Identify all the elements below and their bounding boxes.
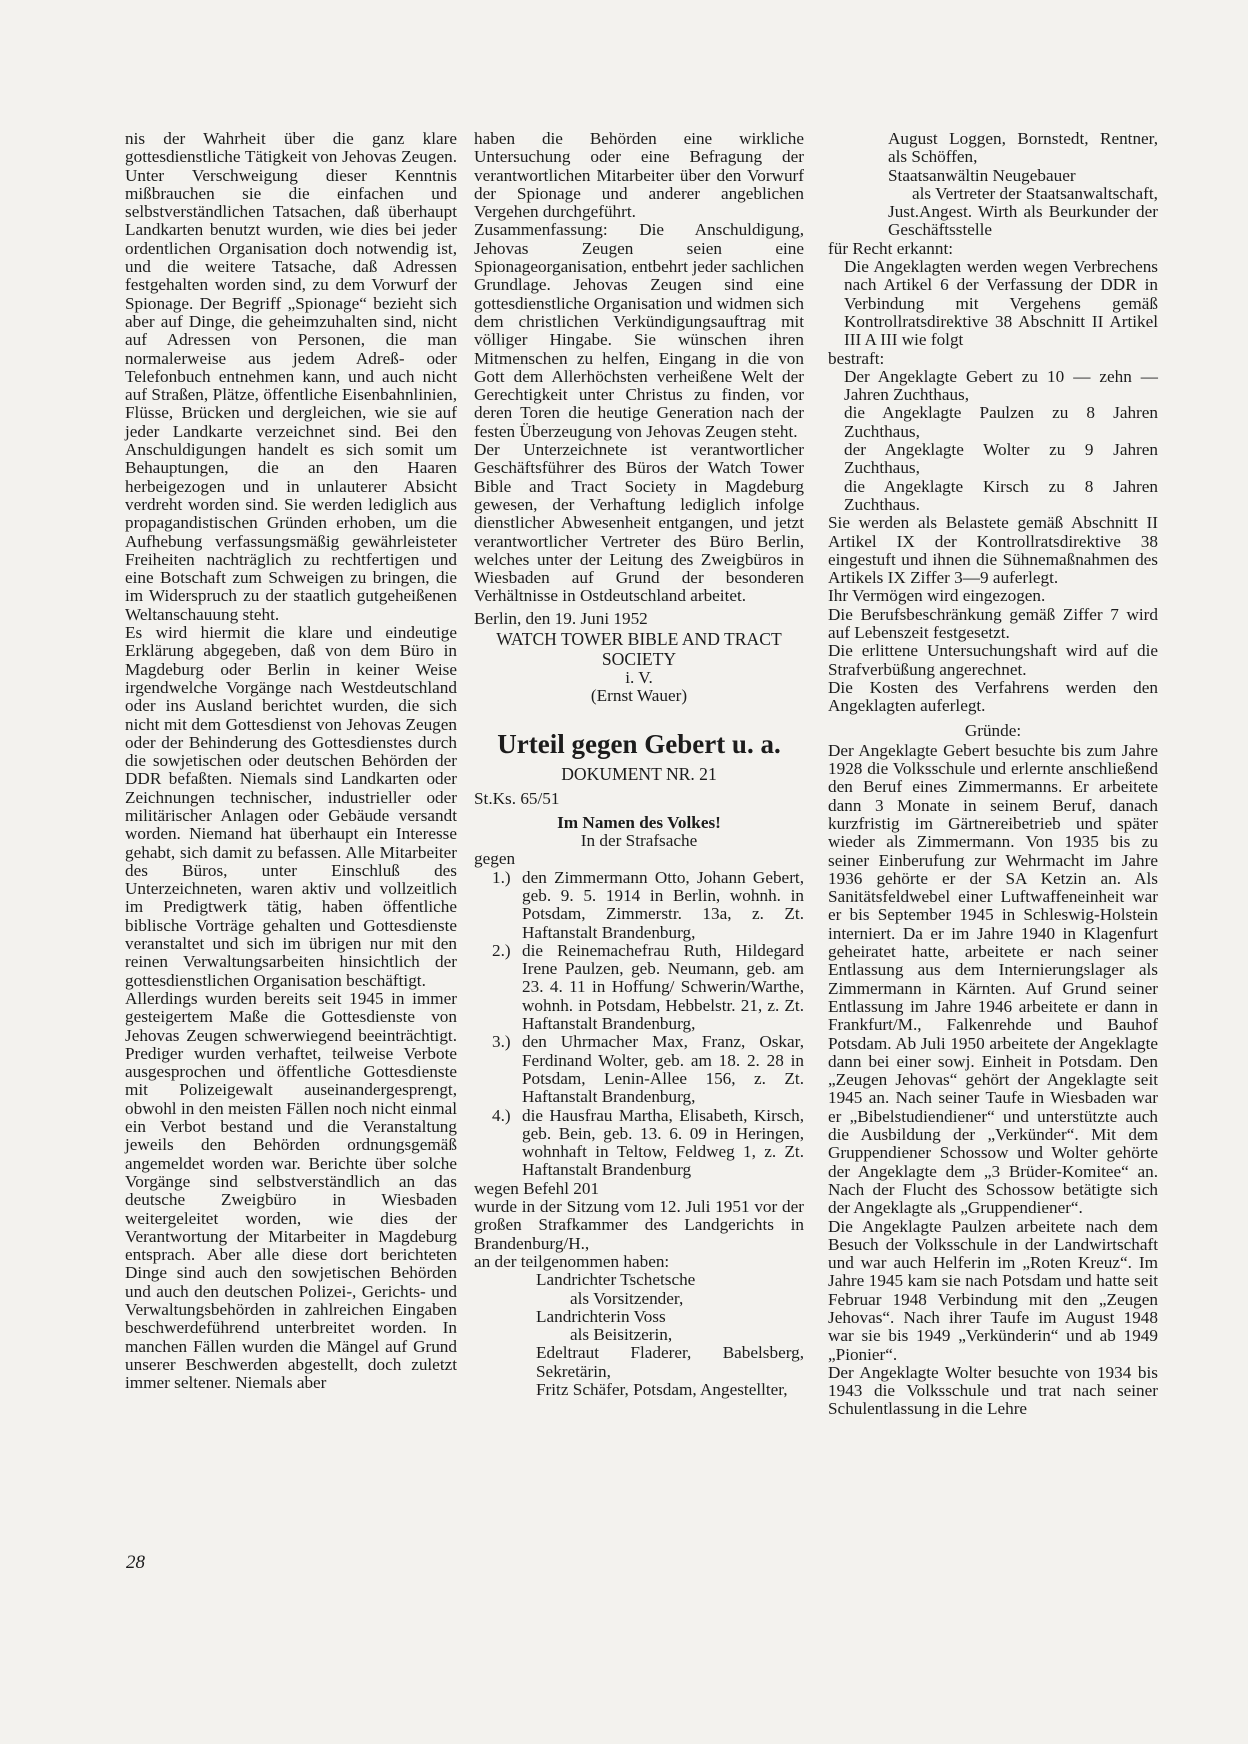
list-number: 2.) — [492, 940, 511, 960]
column-right — [828, 130, 1158, 1419]
document-number: DOKUMENT NR. 21 — [561, 764, 717, 785]
court-member-role: als Vertreter der Staatsanwaltschaft, — [912, 183, 1158, 203]
signature-organization-line2: SOCIETY — [601, 649, 677, 670]
accused-text: den Uhrmacher Max, Franz, Oskar, Ferdinand Wolter, geb. am 18. 2. 28 in Potsdam, Lenin-Allee 156, z. Zt. Haftanstalt Brandenburg, — [522, 1032, 804, 1107]
sentence: die Angeklagte Kirsch zu 8 Jahren Zuchthaus. — [844, 476, 1158, 514]
judgment-label: für Recht erkannt: — [828, 238, 954, 258]
signature-organization: WATCH TOWER BIBLE AND TRACT — [496, 629, 782, 650]
accused-list — [474, 869, 804, 1180]
list-item — [474, 1107, 804, 1180]
reasons-heading: Gründe: — [964, 720, 1022, 740]
paragraph: Die erlittene Untersuchungshaft wird auf die Strafverbüßung angerechnet. — [828, 641, 1158, 679]
court-member: August Loggen, Bornstedt, Rentner, als Schöffen, — [888, 129, 1158, 167]
paragraph: Der Unterzeichnete ist verantwortlicher Geschäftsführer des Büros der Watch Tower Bible and Tract Society in Magdeburg gewesen, der Verhaftung lediglich infolge dienstlicher Abwesenheit entgangen, und jetzt verantwortlicher Vertreter des Büro Berlin, welches unter der Leitung des Zweigbüros in Wiesbaden auf Grund der besonderen Verhältnisse in Ostdeutschland arbeitet. — [474, 440, 804, 606]
list-number: 4.) — [492, 1105, 511, 1125]
sentence: Der Angeklagte Gebert zu 10 — zehn — Jahren Zuchthaus, — [844, 366, 1158, 405]
court-member: Edeltraut Fladerer, Babelsberg, Sekretärin, — [536, 1343, 804, 1381]
court-member-role: als Vorsitzender, — [570, 1288, 684, 1308]
court-member: Just.Angest. Wirth als Beurkunder der Geschäftsstelle — [888, 202, 1158, 240]
paragraph: Die Berufsbeschränkung gemäß Ziffer 7 wird auf Lebenszeit festgesetzt. — [828, 604, 1158, 643]
paragraph: Es wird hiermit die klare und eindeutige Erklärung abgegeben, daß von dem Büro in Magdeburg oder Berlin in keiner Weise irgendwelche Vorgänge nach Westdeutschland oder ins Ausland berichtet wurden, die sich nicht mit dem Gottesdienst von Jehovas Zeugen oder der Behinderung des Gottesdienstes durch die sowjetischen oder deutschen Behörden der DDR befaßten. Niemals sind Landkarten oder Zeichnungen technischer, industrieller oder militärischer Anlagen oder Gebäude versandt worden. Niemand hat überhaupt ein Interesse gehabt, sich damit zu befassen. Alle Mitarbeiter des Büros, unter Einschluß des Unterzeichneten, waren aktiv und vollzeitlich im Predigtwerk tätig, haben öffentliche biblische Vorträge gehalten und Gottesdienste veranstaltet und sich im übrigen nur mit den reinen Verwaltungsarbeiten hinsichtlich der gottesdienstlichen Organisation beschäftigt. — [125, 623, 457, 990]
paragraph: Der Angeklagte Gebert besuchte bis zum Jahre 1928 die Volksschule und erlernte anschließend den Beruf eines Zimmermanns. Er arbeitete dann 3 Monate in seinem Beruf, danach kurzfristig im Gärtnereibetrieb und später wieder als Zimmermann. Von 1935 bis zu seiner Einberufung zur Wehrmacht im Jahre 1936 gehörte er der SA Ketzin an. Als Sanitätsfeldwebel einer Luftwaffeneinheit war er bis September 1945 in Schleswig-Holstein interniert. Da er im Jahre 1940 in Klagenfurt geheiratet hatte, arbeitete er nach seiner Entlassung aus dem Internierungslager als Zimmermann in Kärnten. Auf Grund seiner Entlassung im Jahre 1946 arbeitete er dann in Frankfurt/M., Falkenrehde und Bauhof Potsdam. Ab Juli 1950 arbeitete der Angeklagte dann bei einer sowj. Einheit in Potsdam. Den „Zeugen Jehovas“ gehört der Angeklagte seit 1945 an. Nach seiner Taufe in Wiesbaden war er „Bibelstudiendiener“ und unterstützte auch die Ausbildung der „Verkünder“. Mit dem Gruppendiener Schossow und Wolter gehörte der Angeklagte dem „3 Brüder-Komitee“ an. Nach der Flucht des Schossow betätigte sich der Angeklagte als „Gruppendiener“. — [828, 740, 1158, 1218]
paragraph: Allerdings wurden bereits seit 1945 in immer gesteigertem Maße die Gottesdienste von Jehovas Zeugen schwerwiegend beeinträchtigt. Prediger wurden verhaftet, teilweise Verbote ausgesprochen und öffentliche Gottesdienste mit Polizeigewalt auseinandergesprengt, obwohl in den meisten Fällen noch nicht einmal ein Verbot bestand und die Veranstaltung jeweils den Behörden ordnungsgemäß angemeldet worden war. Berichte über solche Vorgänge sind selbstverständlich an das deutsche Zweigbüro in Wiesbaden weitergeleitet worden, wie dies der Verantwortung der Mitarbeiter in Magdeburg entsprach. Aber alle diese dort berichteten Dinge sind auch den sowjetischen Behörden und auch den deutschen Polizei-, Gerichts- und Verwaltungsbehörden in zahlreichen Eingaben beschwerdeführend unterbreitet worden. In manchen Fällen wurden die Mängel auf Grund unserer Beschwerden abgestellt, doch zuletzt immer seltener. Niemals aber — [125, 988, 457, 1393]
list-item — [474, 869, 804, 942]
column-left — [125, 130, 457, 1392]
court-members — [474, 1271, 804, 1399]
against-label: gegen — [474, 849, 516, 869]
court-member: Fritz Schäfer, Potsdam, Angestellter, — [536, 1380, 788, 1399]
sentenced-label: bestraft: — [828, 348, 885, 368]
section-headline: Urteil gegen Gebert u. a. — [497, 729, 781, 760]
signature-name: (Ernst Wauer) — [590, 685, 688, 705]
paragraph: Ihr Vermögen wird eingezogen. — [828, 586, 1046, 606]
list-number: 3.) — [492, 1032, 511, 1052]
letter-date: Berlin, den 19. Juni 1952 — [474, 608, 648, 628]
paragraph: Sie werden als Belastete gemäß Abschnitt II Artikel IX der Kontrollratsdirektive 38 eingestuft und ihnen die Sühnemaßnahmen des Artikels IX Ziffer 3—9 auferlegt. — [828, 513, 1158, 588]
accused-text: den Zimmermann Otto, Johann Gebert, geb. 9. 5. 1914 in Berlin, wohnh. in Potsdam, Zimmerstr. 13a, z. Zt. Haftanstalt Brandenburg, — [522, 867, 804, 942]
accused-text: die Hausfrau Martha, Elisabeth, Kirsch, geb. Bein, geb. 13. 6. 09 in Heringen, wohnhaft in Teltow, Feldweg 1, z. Zt. Haftanstalt Brandenburg — [522, 1105, 804, 1180]
criminal-case-label: In der Strafsache — [580, 831, 698, 851]
list-item — [474, 942, 804, 1033]
paragraph: Die Kosten des Verfahrens werden den Angeklagten auferlegt. — [828, 677, 1158, 716]
court-member: Staatsanwältin Neugebauer — [888, 165, 1076, 185]
sentence: der Angeklagte Wolter zu 9 Jahren Zuchthaus, — [844, 440, 1158, 478]
charge-line: wegen Befehl 201 — [474, 1178, 600, 1198]
column-middle — [474, 130, 804, 1399]
sentence: die Angeklagte Paulzen zu 8 Jahren Zuchthaus, — [844, 403, 1158, 441]
session-line: wurde in der Sitzung vom 12. Juli 1951 vor der großen Strafkammer des Landgerichts in Brandenburg/H., — [474, 1197, 804, 1253]
paragraph: Zusammenfassung: Die Anschuldigung, Jehovas Zeugen seien eine Spionageorganisation, entbehrt jeder sachlichen Grundlage. Jehovas Zeugen sind eine gottesdienstliche Organisation und widmen sich dem christlichen Verkündigungsauftrag mit völliger Hingabe. Sie wünschen ihren Mitmenschen zu helfen, Eingang in die von Gott dem Allerhöchsten verheißene Welt der Gerechtigkeit unter Christus zu finden, vor deren Toren die heutige Generation nach der festen Überzeugung von Jehovas Zeugen steht. — [474, 220, 805, 441]
paragraph: haben die Behörden eine wirkliche Untersuchung oder eine Befragung der verantwortlichen Mitarbeiter über den Vorwurf der Spionage und anderer angeblichen Vergehen durchgeführt. — [474, 129, 804, 222]
court-member-role: als Beisitzerin, — [570, 1325, 673, 1345]
court-member: Landrichterin Voss — [536, 1306, 666, 1326]
participants-label: an der teilgenommen haben: — [474, 1251, 670, 1271]
page-number: 28 — [126, 1552, 145, 1573]
signature-iv: i. V. — [625, 667, 653, 687]
accused-text: die Reinemachefrau Ruth, Hildegard Irene Paulzen, geb. Neumann, geb. am 23. 4. 11 in Hoffung/ Schwerin/Warthe, wohnh. in Potsdam, Hebbelstr. 21, z. Zt. Haftanstalt Brandenburg, — [522, 940, 804, 1034]
paragraph: Der Angeklagte Wolter besuchte von 1934 bis 1943 die Volksschule und trat nach seiner Schulentlassung in die Lehre — [828, 1362, 1158, 1419]
verdict-text: Die Angeklagten werden wegen Verbrechens nach Artikel 6 der Verfassung der DDR in Verbindung mit Vergehens gemäß Kontrollratsdirektive 38 Abschnitt II Artikel III A III wie folgt — [844, 257, 1158, 350]
case-number: St.Ks. 65/51 — [474, 788, 560, 808]
paragraph: Die Angeklagte Paulzen arbeitete nach dem Besuch der Volksschule in der Landwirtschaft und war auch Helferin im „Roten Kreuz“. Im Jahre 1945 kam sie nach Potsdam und hatte seit Februar 1948 Verbindung mit den „Zeugen Jehovas“. Nach ihrer Taufe im August 1948 war sie bis 1949 „Verkünderin“ und ab 1949 „Pionier“. — [828, 1216, 1158, 1364]
list-item — [474, 1033, 804, 1106]
in-the-name-heading: Im Namen des Volkes! — [557, 812, 721, 832]
court-member: Landrichter Tschetsche — [536, 1270, 696, 1290]
paragraph: nis der Wahrheit über die ganz klare gottesdienstliche Tätigkeit von Jehovas Zeugen. Unter Verschweigung dieser Kenntnis mißbrauchen sie die einfachen und selbstverständlichen Tatsachen, daß überhaupt Landkarten benutzt wurden, wie dies bei jeder ordentlichen Organisation doch notwendig ist, und die weitere Tatsache, daß Adressen festgehalten worden sind, zu dem Vorwurf der Spionage. Der Begriff „Spionage“ bezieht sich aber auf Dinge, die geheimzuhalten sind, nicht auf Adressen von Personen, die man normalerweise aus jedem Adreß- oder Telefonbuch entnehmen kann, und auch nicht auf Straßen, Plätze, öffentliche Eisenbahnlinien, Flüsse, Brücken und dergleichen, wie sie auf jeder Landkarte verzeichnet sind. Bei den Anschuldigungen handelt es sich somit um Behauptungen, die an den Haaren herbeigezogen und in unlauterer Absicht verdreht worden sind. Sie werden lediglich aus propagandistischen Gründen erhoben, um die Aufhebung verfassungsmäßig gewährleisteter Freiheiten nachträglich zu rechtfertigen und eine Botschaft zum Schweigen zu bringen, die im Widerspruch zu der staatlich gutgeheißenen Weltanschauung steht. — [125, 129, 457, 624]
list-number: 1.) — [492, 867, 511, 887]
